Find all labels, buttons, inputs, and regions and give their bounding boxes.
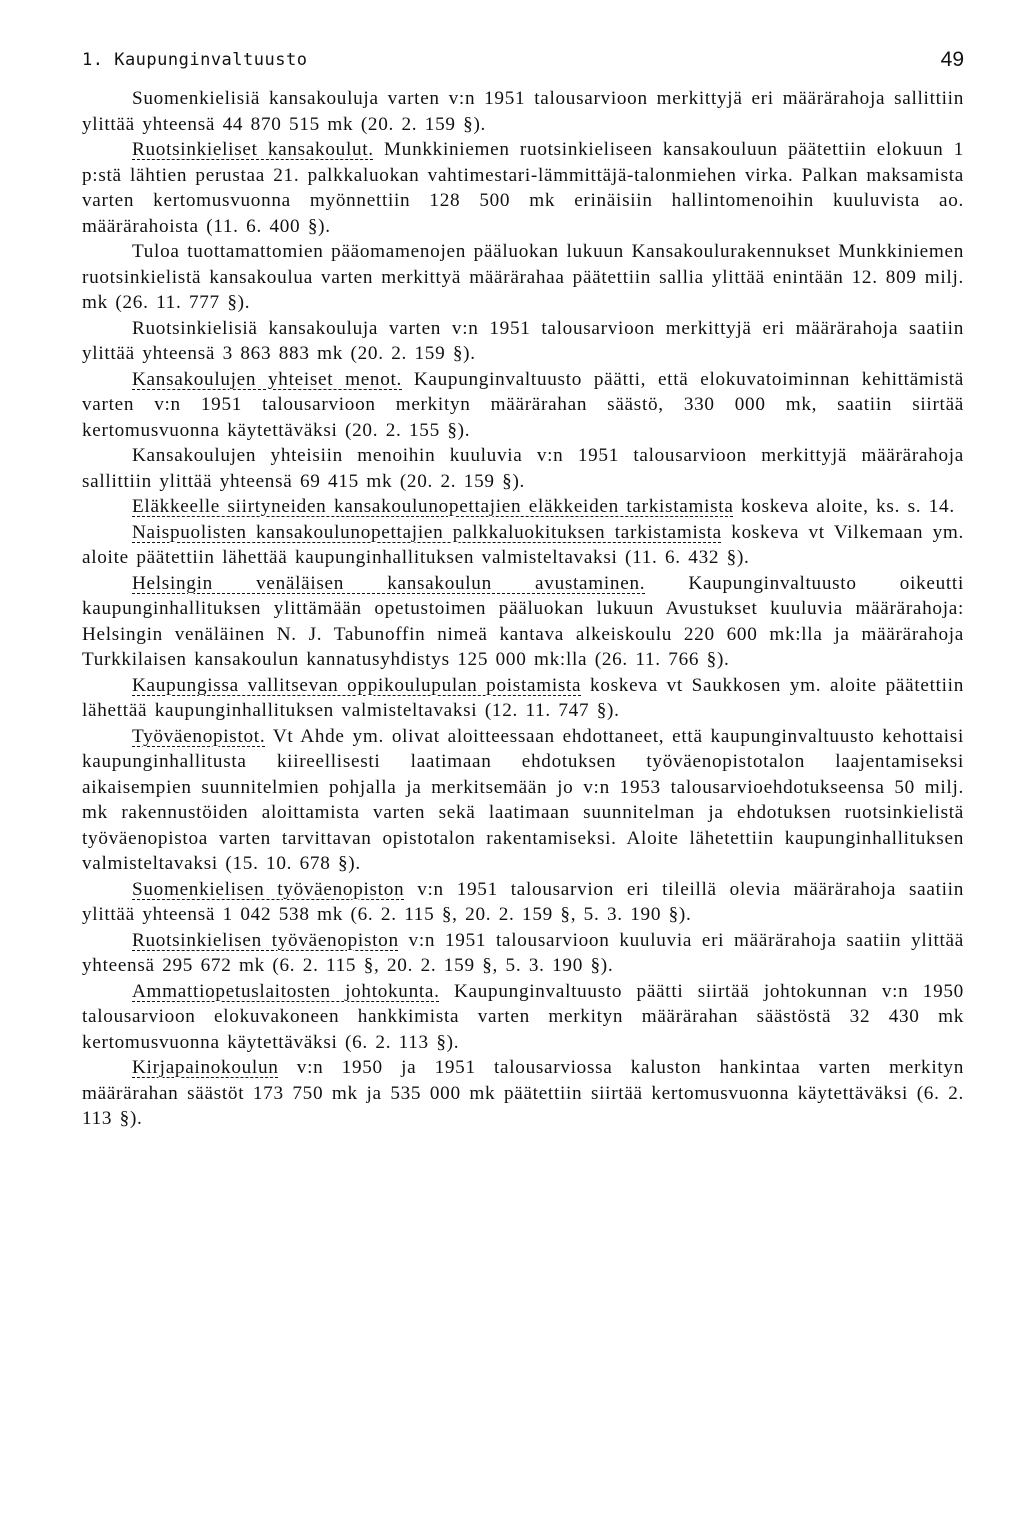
- paragraph: [82, 520, 964, 571]
- paragraph: [82, 494, 964, 520]
- paragraph-text: Vt Ahde ym. olivat aloitteessaan ehdottaneet, että kaupunginvaltuusto kehottaisi kaupunginhallitusta kiireellisesti laatimaan ehdotuksen työväenopistotalon laajentamiseksi aikaisempien suunnitelmien pohjalla ja merkitsemään jo v:n 1953 talousarvioehdotukseensa 50 milj. mk rakennustöiden aloittamista varten sekä laatimaan suunnitelman ja ehdotuksen ruotsinkielistä työväenopistoa varten tarvittavan opistotalon rakentamiseksi. Aloite lähetettiin kaupunginhallituksen valmisteltavaksi (15. 10. 678 §).: [82, 725, 964, 874]
- paragraph-text: Ruotsinkielisiä kansakouluja varten v:n 1951 talousarvioon merkittyjä eri määrärahoja saatiin ylittää yhteensä 3 863 883 mk (20. 2. 159 §).: [82, 317, 964, 364]
- paragraph-heading: Ammattiopetuslaitosten johtokunta.: [132, 980, 440, 1002]
- paragraph-text: v:n 1951 talousarvion eri tileillä olevia määrärahoja saatiin ylittää yhteensä 1 042 538 mk (6. 2. 115 §, 20. 2. 159 §, 5. 3. 190 §).: [82, 878, 964, 925]
- paragraph-heading: Helsingin venäläisen kansakoulun avustaminen.: [132, 572, 646, 594]
- paragraph-text: koskeva aloite, ks. s. 14.: [733, 496, 955, 517]
- paragraph-heading: Työväenopistot.: [132, 725, 266, 747]
- paragraph: [82, 877, 964, 928]
- paragraph: [82, 367, 964, 444]
- paragraph-heading: Kirjapainokoulun: [132, 1057, 279, 1078]
- paragraph-text: koskeva vt Saukkosen ym. aloite päätettiin lähettää kaupunginhallituksen valmisteltavaksi (12. 11. 747 §).: [82, 674, 964, 721]
- paragraph-text: koskeva vt Vilkemaan ym. aloite päätettiin lähettää kaupunginhallituksen valmisteltavaksi (11. 6. 432 §).: [82, 521, 965, 568]
- paragraph-heading: Naispuolisten kansakoulunopettajien palkkaluokituksen tarkistamista: [132, 521, 722, 543]
- paragraph: [82, 86, 964, 137]
- paragraph-text: v:n 1951 talousarvioon kuuluvia eri määrärahoja saatiin ylittää yhteensä 295 672 mk (6. 2. 115 §, 20. 2. 159 §, 5. 3. 190 §).: [82, 929, 964, 976]
- document-body: [82, 86, 964, 1132]
- paragraph-text: v:n 1950 ja 1951 talousarviossa kaluston hankintaa varten merkityn määrärahan säästöt 173 750 mk ja 535 000 mk päätettiin siirtää kertomusvuonna käytettäväksi (6. 2. 113 §).: [82, 1057, 964, 1129]
- paragraph: [82, 979, 964, 1056]
- paragraph-heading: Eläkkeelle siirtyneiden kansakoulunopettajien eläkkeiden tarkistamista: [132, 496, 734, 517]
- paragraph-text: Kaupunginvaltuusto päätti, että elokuvatoiminnan kehittämistä varten v:n 1951 talousarvioon merkityn määrärahan säästö, 330 000 mk, saatiin siirtää kertomusvuonna käytettäväksi (20. 2. 155 §).: [82, 368, 964, 441]
- paragraph: [82, 137, 964, 239]
- paragraph: [82, 1055, 964, 1132]
- paragraph: [82, 928, 964, 979]
- paragraph-text: Munkkiniemen ruotsinkieliseen kansakouluun päätettiin elokuun 1 p:stä lähtien perustaa 21. palkkaluokan vahtimestari-lämmittäjä-talonmiehen virka. Palkan maksamista varten kertomusvuonna myönnettiin 128 500 mk erinäisiin hallintomenoihin kuuluvista ao. määrärahoista (11. 6. 400 §).: [82, 139, 964, 237]
- paragraph-heading: Kaupungissa vallitsevan oppikoulupulan poistamista: [132, 674, 582, 696]
- paragraph: [82, 316, 964, 367]
- paragraph-heading: Ruotsinkieliset kansakoulut.: [132, 139, 374, 160]
- paragraph: [82, 571, 964, 673]
- paragraph: [82, 673, 964, 724]
- paragraph-heading: Kansakoulujen yhteiset menot.: [132, 368, 403, 390]
- paragraph: [82, 239, 964, 316]
- paragraph-text: Kaupunginvaltuusto päätti siirtää johtokunnan v:n 1950 talousarvioon elokuvakoneen hankkimista varten merkityn määrärahan säästöstä 32 430 mk kertomusvuonna käytettäväksi (6. 2. 113 §).: [82, 980, 964, 1053]
- paragraph-heading: Suomenkielisen työväenopiston: [132, 878, 405, 900]
- paragraph-text: Suomenkielisiä kansakouluja varten v:n 1951 talousarvioon merkittyjä eri määrärahoja sallittiin ylittää yhteensä 44 870 515 mk (20. 2. 159 §).: [82, 88, 964, 135]
- paragraph-heading: Ruotsinkielisen työväenopiston: [132, 929, 399, 951]
- paragraph-text: Kaupunginvaltuusto oikeutti kaupunginhallituksen ylittämään opetustoimen pääluokan lukuun Avustukset kuuluvia määrärahoja: Helsingin venäläinen N. J. Tabunoffin nimeä kantava alkeiskoulu 220 600 mk:lla ja määrärahoja Turkkilaisen kansakoulun kannatusyhdistys 125 000 mk:lla (26. 11. 766 §).: [82, 572, 964, 670]
- page-number: 49: [940, 48, 964, 71]
- paragraph-text: Tuloa tuottamattomien pääomamenojen pääluokan lukuun Kansakoulurakennukset Munkkiniemen ruotsinkielistä kansakoulua varten merkittyä määrärahaa päätettiin sallia ylittää enintään 12. 809 milj. mk (26. 11. 777 §).: [82, 241, 964, 313]
- section-title: 1. Kaupunginvaltuusto: [82, 50, 308, 70]
- paragraph: [82, 724, 964, 877]
- paragraph: [82, 443, 964, 494]
- page-header: [82, 50, 964, 76]
- paragraph-text: Kansakoulujen yhteisiin menoihin kuuluvia v:n 1951 talousarvioon merkittyjä määrärahoja sallittiin ylittää yhteensä 69 415 mk (20. 2. 159 §).: [82, 445, 964, 492]
